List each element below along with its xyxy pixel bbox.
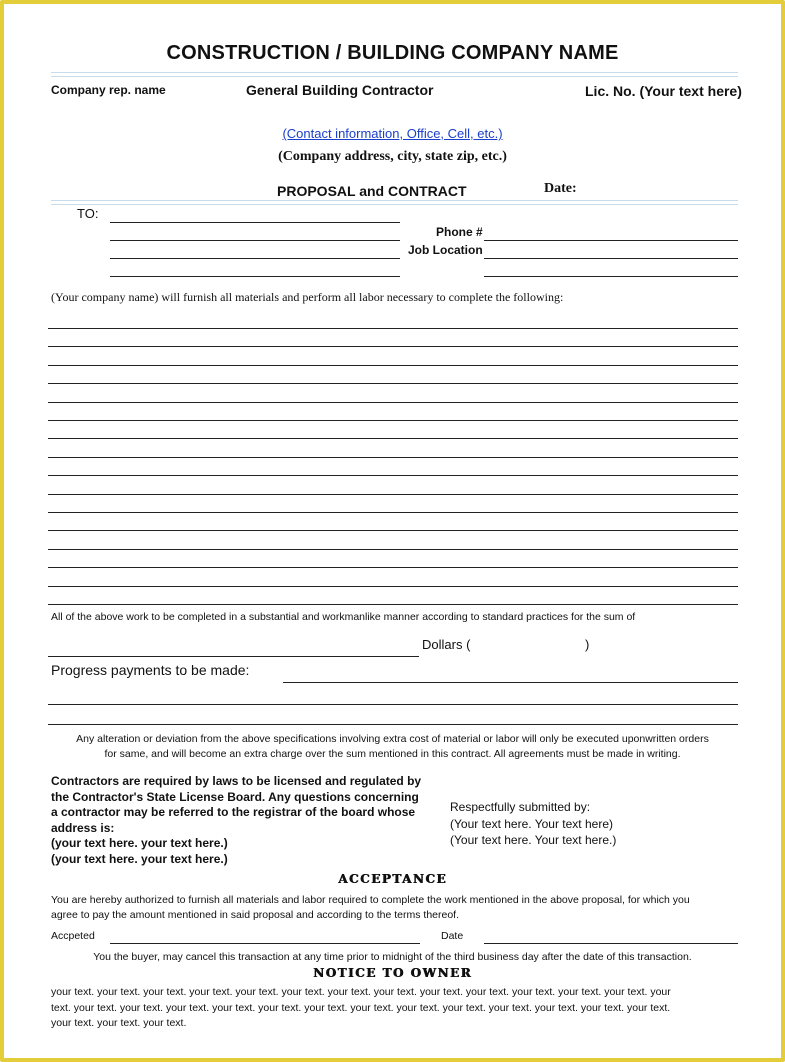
contact-link[interactable]: (Contact information, Office, Cell, etc.) xyxy=(282,126,503,141)
work-line[interactable] xyxy=(48,604,738,605)
alteration-line-1: Any alteration or deviation from the above specifications involving extra cost of material or labor will only be executed uponwritten orders xyxy=(76,733,709,745)
license-notice-line: (your text here. your text here.) xyxy=(51,851,228,866)
to-line-2[interactable] xyxy=(110,240,400,241)
to-line-4[interactable] xyxy=(110,276,400,277)
license-notice xyxy=(51,774,421,867)
work-line[interactable] xyxy=(48,383,738,384)
job-location-label: Job Location xyxy=(408,243,483,257)
work-intro: (Your company name) will furnish all materials and perform all labor necessary to complete the following: xyxy=(51,290,564,304)
progress-line-1[interactable] xyxy=(283,682,738,683)
license-number: Lic. No. (Your text here) xyxy=(585,83,742,99)
notice-heading: NOTICE TO OWNER xyxy=(313,966,472,980)
progress-label: Progress payments to be made: xyxy=(51,662,250,678)
work-line[interactable] xyxy=(48,402,738,403)
company-name-title: CONSTRUCTION / BUILDING COMPANY NAME xyxy=(166,42,619,64)
alteration-line-2: for same, and will become an extra charge over the sum mentioned in this contract. All agreements must be made in writing. xyxy=(104,748,681,760)
work-line[interactable] xyxy=(48,549,738,550)
work-line[interactable] xyxy=(48,512,738,513)
acceptance-line-2: agree to pay the amount mentioned in said proposal and according to the terms thereof. xyxy=(51,909,460,921)
license-notice-line: (your text here. your text here.) xyxy=(51,836,228,850)
submitted-label: Respectfully submitted by: xyxy=(450,800,591,814)
job-location-line-2[interactable] xyxy=(484,276,738,277)
license-notice-line: address is: xyxy=(51,820,115,835)
contractor-type: General Building Contractor xyxy=(246,82,434,98)
submitted-line: (Your text here. Your text here.) xyxy=(450,833,617,847)
accepted-signature-line[interactable] xyxy=(110,943,420,944)
progress-line-2[interactable] xyxy=(48,704,738,705)
submitted-block xyxy=(450,799,616,849)
work-line[interactable] xyxy=(48,438,738,439)
proposal-divider xyxy=(51,200,738,205)
progress-line-3[interactable] xyxy=(48,724,738,725)
work-line[interactable] xyxy=(48,346,738,347)
work-line[interactable] xyxy=(48,567,738,568)
job-location-line-1[interactable] xyxy=(484,258,738,259)
work-line[interactable] xyxy=(48,365,738,366)
dollars-label: Dollars ( xyxy=(422,637,471,652)
work-line[interactable] xyxy=(48,530,738,531)
company-address: (Company address, city, state zip, etc.) xyxy=(278,149,507,164)
cancel-text: You the buyer, may cancel this transaction at any time prior to midnight of the third business day after the date of this transaction. xyxy=(93,951,692,963)
date-label: Date: xyxy=(544,181,577,196)
acceptance-date-label: Date xyxy=(441,930,464,942)
to-line-3[interactable] xyxy=(110,258,400,259)
phone-label: Phone # xyxy=(436,225,483,239)
accepted-label: Accpeted xyxy=(51,930,95,942)
dollars-close: ) xyxy=(585,637,590,652)
work-line[interactable] xyxy=(48,420,738,421)
license-notice-line: Contractors are required by laws to be licensed and regulated by xyxy=(51,774,422,788)
header-divider xyxy=(51,72,738,77)
to-label: TO: xyxy=(77,206,99,221)
notice-line: your text. your text. your text. your text. your text. your text. your text. your text. your text. your text. your text. your text. your text. your xyxy=(51,986,671,998)
work-line[interactable] xyxy=(48,457,738,458)
sum-line[interactable] xyxy=(48,656,419,657)
work-line[interactable] xyxy=(48,475,738,476)
acceptance-date-line[interactable] xyxy=(484,943,738,944)
license-notice-line: the Contractor's State License Board. Any questions concerning xyxy=(51,789,419,804)
completion-text: All of the above work to be completed in a substantial and workmanlike manner according to standard practices for the sum of xyxy=(51,611,636,623)
proposal-heading: PROPOSAL and CONTRACT xyxy=(277,183,467,199)
notice-body xyxy=(51,985,671,1032)
submitted-line: (Your text here. Your text here) xyxy=(450,816,613,831)
work-line[interactable] xyxy=(48,328,738,329)
phone-line[interactable] xyxy=(484,240,738,241)
acceptance-line-1: You are hereby authorized to furnish all materials and labor required to complete the work mentioned in the above proposal, for which you xyxy=(51,894,690,906)
rep-label: Company rep. name xyxy=(51,83,166,97)
to-line-1[interactable] xyxy=(110,222,400,223)
notice-line: text. your text. your text. your text. your text. your text. your text. your text. your text. your text. your text. your text. your text. your text. xyxy=(51,1001,671,1014)
work-line[interactable] xyxy=(48,494,738,495)
notice-line: your text. your text. your text. xyxy=(51,1017,187,1029)
license-notice-line: a contractor may be referred to the registrar of the board whose xyxy=(51,805,416,819)
acceptance-heading: ACCEPTANCE xyxy=(338,872,447,886)
work-line[interactable] xyxy=(48,586,738,587)
